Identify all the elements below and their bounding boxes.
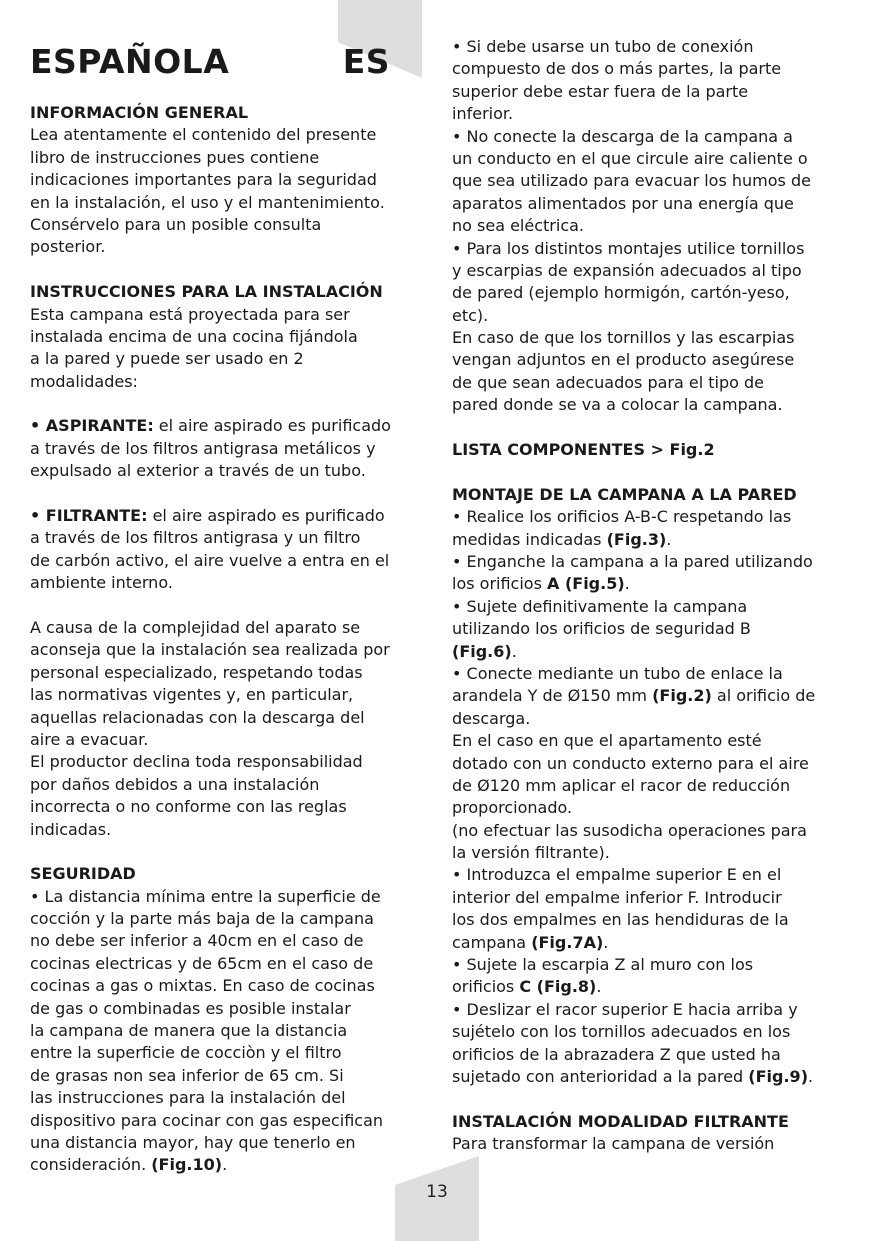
text-segment: • Sujete la escarpia Z al muro con los bbox=[452, 955, 754, 975]
text-segment: personal especializado, respetando todas bbox=[30, 662, 363, 682]
text-line bbox=[30, 863, 425, 885]
text-line bbox=[452, 193, 852, 215]
bold-text-segment: (Fig.2) bbox=[652, 686, 712, 706]
text-line bbox=[452, 641, 852, 663]
text-line bbox=[452, 753, 852, 775]
language-code: ES bbox=[342, 42, 390, 81]
text-segment: etc). bbox=[452, 305, 489, 325]
text-line bbox=[452, 1066, 852, 1088]
bold-text-segment: (Fig.9) bbox=[748, 1066, 808, 1086]
text-segment: consideración. bbox=[30, 1155, 152, 1175]
text-line bbox=[452, 529, 852, 551]
text-segment: ambiente interno. bbox=[30, 573, 173, 593]
text-segment: sujételo con los tornillos adecuados en los bbox=[452, 1022, 791, 1042]
text-segment: . bbox=[596, 977, 602, 997]
text-line bbox=[452, 551, 852, 573]
text-line bbox=[30, 1154, 425, 1176]
text-segment: . bbox=[511, 641, 517, 661]
bold-text-segment: (Fig.10) bbox=[151, 1155, 223, 1175]
text-segment: aire a evacuar. bbox=[30, 729, 149, 749]
text-segment: al orificio de bbox=[711, 686, 816, 706]
text-line bbox=[452, 820, 852, 842]
text-line bbox=[30, 550, 425, 572]
blank-line bbox=[452, 1088, 852, 1110]
text-line bbox=[452, 126, 852, 148]
text-segment: • Realice los orificios A-B-C respetando las bbox=[452, 507, 792, 527]
bold-text-segment: INSTALACIÓN MODALIDAD FILTRANTE bbox=[452, 1111, 789, 1131]
text-line bbox=[30, 415, 425, 437]
text-line bbox=[452, 349, 852, 371]
text-line bbox=[30, 1042, 425, 1064]
text-line bbox=[30, 729, 425, 751]
text-line bbox=[452, 573, 852, 595]
text-line bbox=[30, 751, 425, 773]
text-line bbox=[30, 998, 425, 1020]
bold-text-segment: (Fig.3) bbox=[606, 529, 667, 549]
text-segment: dispositivo para cocinar con gas especifican bbox=[30, 1110, 384, 1130]
text-line bbox=[30, 438, 425, 460]
text-segment: posterior. bbox=[30, 237, 106, 257]
bold-text-segment: C (Fig.8) bbox=[519, 977, 597, 997]
text-line bbox=[30, 1065, 425, 1087]
text-segment: superior debe estar fuera de la parte bbox=[452, 81, 749, 101]
text-line bbox=[30, 684, 425, 706]
text-line bbox=[30, 953, 425, 975]
text-segment: interior del empalme inferior F. Introducir bbox=[452, 887, 782, 907]
text-line bbox=[30, 1132, 425, 1154]
text-segment: • Para los distintos montajes utilice tornillos bbox=[452, 238, 805, 258]
text-segment: indicadas. bbox=[30, 819, 112, 839]
text-segment: medidas indicadas bbox=[452, 529, 607, 549]
text-segment: no sea eléctrica. bbox=[452, 216, 584, 236]
text-segment: Consérvelo para un posible consulta bbox=[30, 214, 322, 234]
bold-text-segment: INSTRUCCIONES PARA LA INSTALACIÓN bbox=[30, 282, 383, 302]
text-segment: cocinas electricas y de 65cm en el caso de bbox=[30, 953, 374, 973]
text-line bbox=[30, 1087, 425, 1109]
text-segment: la campana de manera que la distancia bbox=[30, 1021, 348, 1041]
blank-line bbox=[30, 393, 425, 415]
text-segment: A causa de la complejidad del aparato se bbox=[30, 617, 361, 637]
text-line bbox=[30, 886, 425, 908]
text-segment: modalidades: bbox=[30, 371, 138, 391]
text-line bbox=[30, 169, 425, 191]
text-line bbox=[30, 505, 425, 527]
text-segment: a través de los filtros antigrasa y un filtro bbox=[30, 528, 361, 548]
text-line bbox=[452, 484, 852, 506]
text-line bbox=[30, 304, 425, 326]
text-segment: de pared (ejemplo hormigón, cartón-yeso, bbox=[452, 283, 790, 303]
bold-text-segment: (Fig.7A) bbox=[531, 932, 604, 952]
text-line bbox=[452, 596, 852, 618]
text-segment: instalada encima de una cocina fijándola bbox=[30, 326, 358, 346]
bold-text-segment: A (Fig.5) bbox=[547, 574, 625, 594]
text-line bbox=[452, 797, 852, 819]
text-line bbox=[452, 215, 852, 237]
text-line bbox=[452, 327, 852, 349]
text-line bbox=[30, 819, 425, 841]
text-segment: el aire aspirado es purificado bbox=[147, 506, 385, 526]
text-segment: • Sujete definitivamente la campana bbox=[452, 596, 748, 616]
text-line bbox=[30, 527, 425, 549]
text-line bbox=[30, 774, 425, 796]
text-segment: aconseja que la instalación sea realizada por bbox=[30, 640, 390, 660]
text-segment: proporcionado. bbox=[452, 798, 573, 818]
text-line bbox=[452, 394, 852, 416]
text-segment: una distancia mayor, hay que tenerlo en bbox=[30, 1132, 356, 1152]
text-line bbox=[30, 617, 425, 639]
text-line bbox=[452, 663, 852, 685]
text-line bbox=[30, 707, 425, 729]
text-line bbox=[30, 1020, 425, 1042]
text-segment: • Enganche la campana a la pared utilizando bbox=[452, 551, 813, 571]
text-segment: de carbón activo, el aire vuelve a entra en el bbox=[30, 550, 390, 570]
text-segment: arandela Y de Ø150 mm bbox=[452, 686, 653, 706]
text-segment: de gas o combinadas es posible instalar bbox=[30, 998, 351, 1018]
text-segment: • No conecte la descarga de la campana a bbox=[452, 126, 793, 146]
blank-line bbox=[30, 595, 425, 617]
text-segment: pared donde se va a colocar la campana. bbox=[452, 395, 783, 415]
text-segment: En caso de que los tornillos y las escarpias bbox=[452, 328, 795, 348]
text-segment: El productor declina toda responsabilidad bbox=[30, 752, 363, 772]
text-segment: . bbox=[624, 574, 630, 594]
text-line bbox=[452, 1111, 852, 1133]
text-segment: los dos empalmes en las hendiduras de la bbox=[452, 910, 789, 930]
text-segment: indicaciones importantes para la seguridad bbox=[30, 170, 377, 190]
text-segment: expulsado al exterior a través de un tubo. bbox=[30, 461, 366, 481]
text-segment: sujetado con anterioridad a la pared bbox=[452, 1066, 749, 1086]
text-line bbox=[30, 236, 425, 258]
bold-text-segment: LISTA COMPONENTES > Fig.2 bbox=[452, 440, 715, 460]
text-line bbox=[452, 439, 852, 461]
text-line bbox=[30, 214, 425, 236]
text-line bbox=[452, 282, 852, 304]
text-line bbox=[452, 148, 852, 170]
text-line bbox=[452, 864, 852, 886]
text-line bbox=[452, 708, 852, 730]
text-line bbox=[452, 1133, 852, 1155]
text-line bbox=[30, 796, 425, 818]
left-text-column bbox=[30, 102, 425, 1177]
language-title: ESPAÑOLA bbox=[30, 42, 230, 81]
text-line bbox=[30, 1110, 425, 1132]
text-line bbox=[30, 147, 425, 169]
text-segment: dotado con un conducto externo para el aire bbox=[452, 753, 809, 773]
text-segment: En el caso en que el apartamento esté bbox=[452, 731, 762, 751]
text-segment: de que sean adecuados para el tipo de bbox=[452, 372, 764, 392]
text-segment: los orificios bbox=[452, 574, 547, 594]
text-line bbox=[30, 975, 425, 997]
text-segment: que sea utilizado para evacuar los humos de bbox=[452, 171, 811, 191]
text-line bbox=[452, 1044, 852, 1066]
text-line bbox=[30, 460, 425, 482]
text-segment: inferior. bbox=[452, 104, 514, 124]
text-segment: libro de instrucciones pues contiene bbox=[30, 147, 320, 167]
text-segment: compuesto de dos o más partes, la parte bbox=[452, 59, 782, 79]
text-segment: utilizando los orificios de seguridad B bbox=[452, 619, 751, 639]
text-segment: Para transformar la campana de versión bbox=[452, 1134, 775, 1154]
page-number: 13 bbox=[426, 1182, 448, 1202]
right-text-column bbox=[452, 36, 852, 1156]
text-segment: un conducto en el que circule aire caliente o bbox=[452, 148, 808, 168]
text-segment: (no efectuar las susodicha operaciones para bbox=[452, 820, 807, 840]
text-line bbox=[30, 326, 425, 348]
text-segment: . bbox=[808, 1066, 814, 1086]
text-line bbox=[452, 954, 852, 976]
text-segment: entre la superficie de cocciòn y el filtro bbox=[30, 1043, 342, 1063]
blank-line bbox=[452, 417, 852, 439]
text-line bbox=[452, 932, 852, 954]
text-segment: a la pared y puede ser usado en 2 bbox=[30, 349, 304, 369]
text-line bbox=[30, 124, 425, 146]
text-line bbox=[30, 371, 425, 393]
text-segment: campana bbox=[452, 932, 532, 952]
text-line bbox=[452, 887, 852, 909]
blank-line bbox=[30, 259, 425, 281]
text-segment: . bbox=[603, 932, 609, 952]
text-segment: • La distancia mínima entre la superficie de bbox=[30, 886, 381, 906]
bold-text-segment: SEGURIDAD bbox=[30, 864, 136, 884]
text-line bbox=[452, 81, 852, 103]
text-line bbox=[30, 192, 425, 214]
text-line bbox=[452, 1021, 852, 1043]
text-segment: incorrecta o no conforme con las reglas bbox=[30, 797, 347, 817]
text-line bbox=[30, 281, 425, 303]
text-segment: de Ø120 mm aplicar el racor de reducción bbox=[452, 775, 791, 795]
text-line bbox=[30, 348, 425, 370]
text-segment: no debe ser inferior a 40cm en el caso de bbox=[30, 931, 364, 951]
text-line bbox=[452, 238, 852, 260]
text-segment: las normativas vigentes y, en particular, bbox=[30, 685, 354, 705]
text-segment: • Deslizar el racor superior E hacia arriba y bbox=[452, 999, 798, 1019]
text-line bbox=[452, 618, 852, 640]
text-line bbox=[452, 730, 852, 752]
text-segment: orificios de la abrazadera Z que usted ha bbox=[452, 1044, 781, 1064]
text-line bbox=[30, 930, 425, 952]
text-line bbox=[452, 36, 852, 58]
text-segment: cocción y la parte más baja de la campana bbox=[30, 909, 374, 929]
text-line bbox=[452, 260, 852, 282]
text-line bbox=[452, 372, 852, 394]
text-segment: . bbox=[666, 529, 672, 549]
text-segment: y escarpias de expansión adecuados al tipo bbox=[452, 260, 802, 280]
text-segment: el aire aspirado es purificado bbox=[153, 416, 391, 436]
bold-text-segment: MONTAJE DE LA CAMPANA A LA PARED bbox=[452, 484, 797, 504]
text-segment: la versión filtrante). bbox=[452, 843, 610, 863]
text-line bbox=[452, 909, 852, 931]
bold-text-segment: INFORMACIÓN GENERAL bbox=[30, 103, 249, 122]
text-line bbox=[452, 170, 852, 192]
text-segment: . bbox=[222, 1155, 228, 1175]
text-segment: aparatos alimentados por una energía que bbox=[452, 193, 794, 213]
text-line bbox=[452, 775, 852, 797]
text-segment: de grasas non sea inferior de 65 cm. Si bbox=[30, 1065, 344, 1085]
text-segment: Lea atentamente el contenido del presente bbox=[30, 125, 377, 145]
text-line bbox=[452, 305, 852, 327]
text-segment: descarga. bbox=[452, 708, 531, 728]
blank-line bbox=[30, 483, 425, 505]
text-line bbox=[452, 685, 852, 707]
text-line bbox=[452, 842, 852, 864]
text-line bbox=[452, 976, 852, 998]
text-segment: • Si debe usarse un tubo de conexión bbox=[452, 37, 754, 56]
text-line bbox=[452, 103, 852, 125]
text-segment: orificios bbox=[452, 977, 520, 997]
text-line bbox=[30, 662, 425, 684]
text-segment: a través de los filtros antigrasa metálicos y bbox=[30, 438, 376, 458]
bold-text-segment: • FILTRANTE: bbox=[30, 506, 148, 526]
text-line bbox=[30, 908, 425, 930]
text-segment: aquellas relacionadas con la descarga del bbox=[30, 707, 365, 727]
text-segment: • Introduzca el empalme superior E en el bbox=[452, 865, 782, 885]
blank-line bbox=[452, 461, 852, 483]
blank-line bbox=[30, 841, 425, 863]
text-line bbox=[30, 572, 425, 594]
text-segment: en la instalación, el uso y el mantenimiento. bbox=[30, 192, 385, 212]
text-line bbox=[452, 58, 852, 80]
text-segment: • Conecte mediante un tubo de enlace la bbox=[452, 663, 783, 683]
text-line bbox=[452, 999, 852, 1021]
text-line bbox=[30, 639, 425, 661]
text-segment: por daños debidos a una instalación bbox=[30, 774, 320, 794]
text-segment: cocinas a gas o mixtas. En caso de cocinas bbox=[30, 976, 375, 996]
bold-text-segment: (Fig.6) bbox=[452, 641, 512, 661]
bold-text-segment: • ASPIRANTE: bbox=[30, 416, 154, 436]
text-segment: las instrucciones para la instalación del bbox=[30, 1088, 346, 1108]
text-line bbox=[30, 102, 425, 124]
page-title bbox=[30, 40, 390, 84]
text-segment: Esta campana está proyectada para ser bbox=[30, 304, 350, 324]
text-line bbox=[452, 506, 852, 528]
text-segment: vengan adjuntos en el producto asegúrese bbox=[452, 350, 795, 370]
